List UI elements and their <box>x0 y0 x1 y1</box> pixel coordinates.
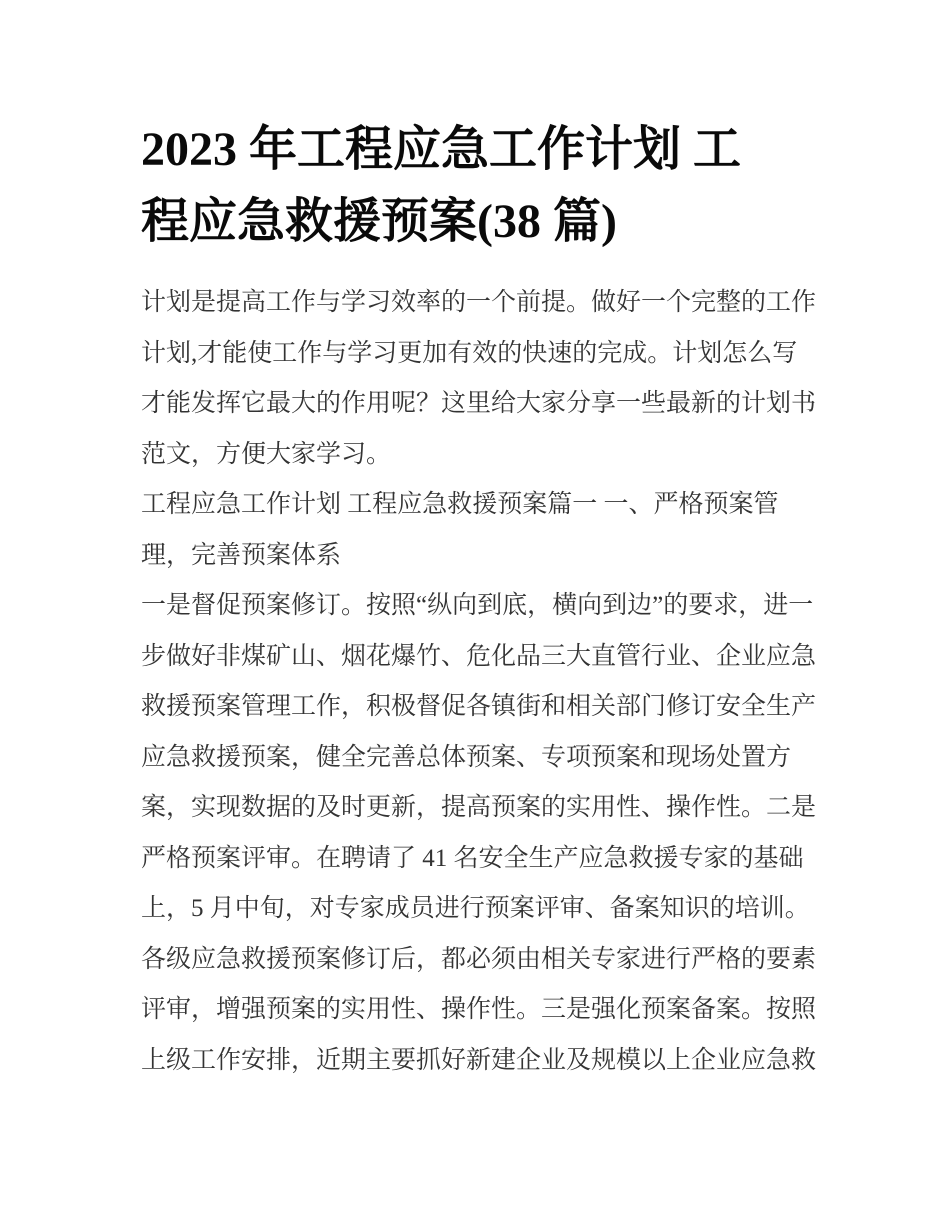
body-line: 上级工作安排，近期主要抓好新建企业及规模以上企业应急救 <box>141 1046 817 1074</box>
body-line: 计划,才能使工作与学习更加有效的快速的完成。计划怎么写 <box>141 339 798 367</box>
body-line: 范文，方便大家学习。 <box>141 440 392 468</box>
body-line: 上，5 月中旬，对专家成员进行预案评审、备案知识的培训。 <box>141 895 810 922</box>
body-line: 评审，增强预案的实用性、操作性。三是强化预案备案。按照 <box>141 996 817 1023</box>
body-line: 救援预案管理工作，积极督促各镇街和相关部门修订安全生产 <box>141 693 817 720</box>
body-line: 理，完善预案体系 <box>141 541 342 569</box>
body-line: 严格预案评审。在聘请了 41 名安全生产应急救援专家的基础 <box>141 844 804 872</box>
body-line: 应急救援预案，健全完善总体预案、专项预案和现场处置方 <box>141 743 792 771</box>
document-title <box>141 114 741 258</box>
body-line: 计划是提高工作与学习效率的一个前提。做好一个完整的工作 <box>141 289 817 316</box>
title-line: 2023 年工程应急工作计划 工 <box>141 123 742 176</box>
body-line: 才能发挥它最大的作用呢？这里给大家分享一些最新的计划书 <box>141 390 817 417</box>
body-line: 案，实现数据的及时更新，提高预案的实用性、操作性。二是 <box>141 794 817 821</box>
document-body <box>141 278 816 1086</box>
title-line: 程应急救援预案(38 篇) <box>141 195 617 248</box>
body-line: 步做好非煤矿山、烟花爆竹、危化品三大直管行业、企业应急 <box>141 642 817 670</box>
body-line: 各级应急救援预案修订后，都必须由相关专家进行严格的要素 <box>141 945 817 973</box>
body-line: 一是督促预案修订。按照“纵向到底，横向到边”的要求，进一 <box>141 592 814 619</box>
body-line: 工程应急工作计划 工程应急救援预案篇一 一、严格预案管 <box>141 491 779 518</box>
